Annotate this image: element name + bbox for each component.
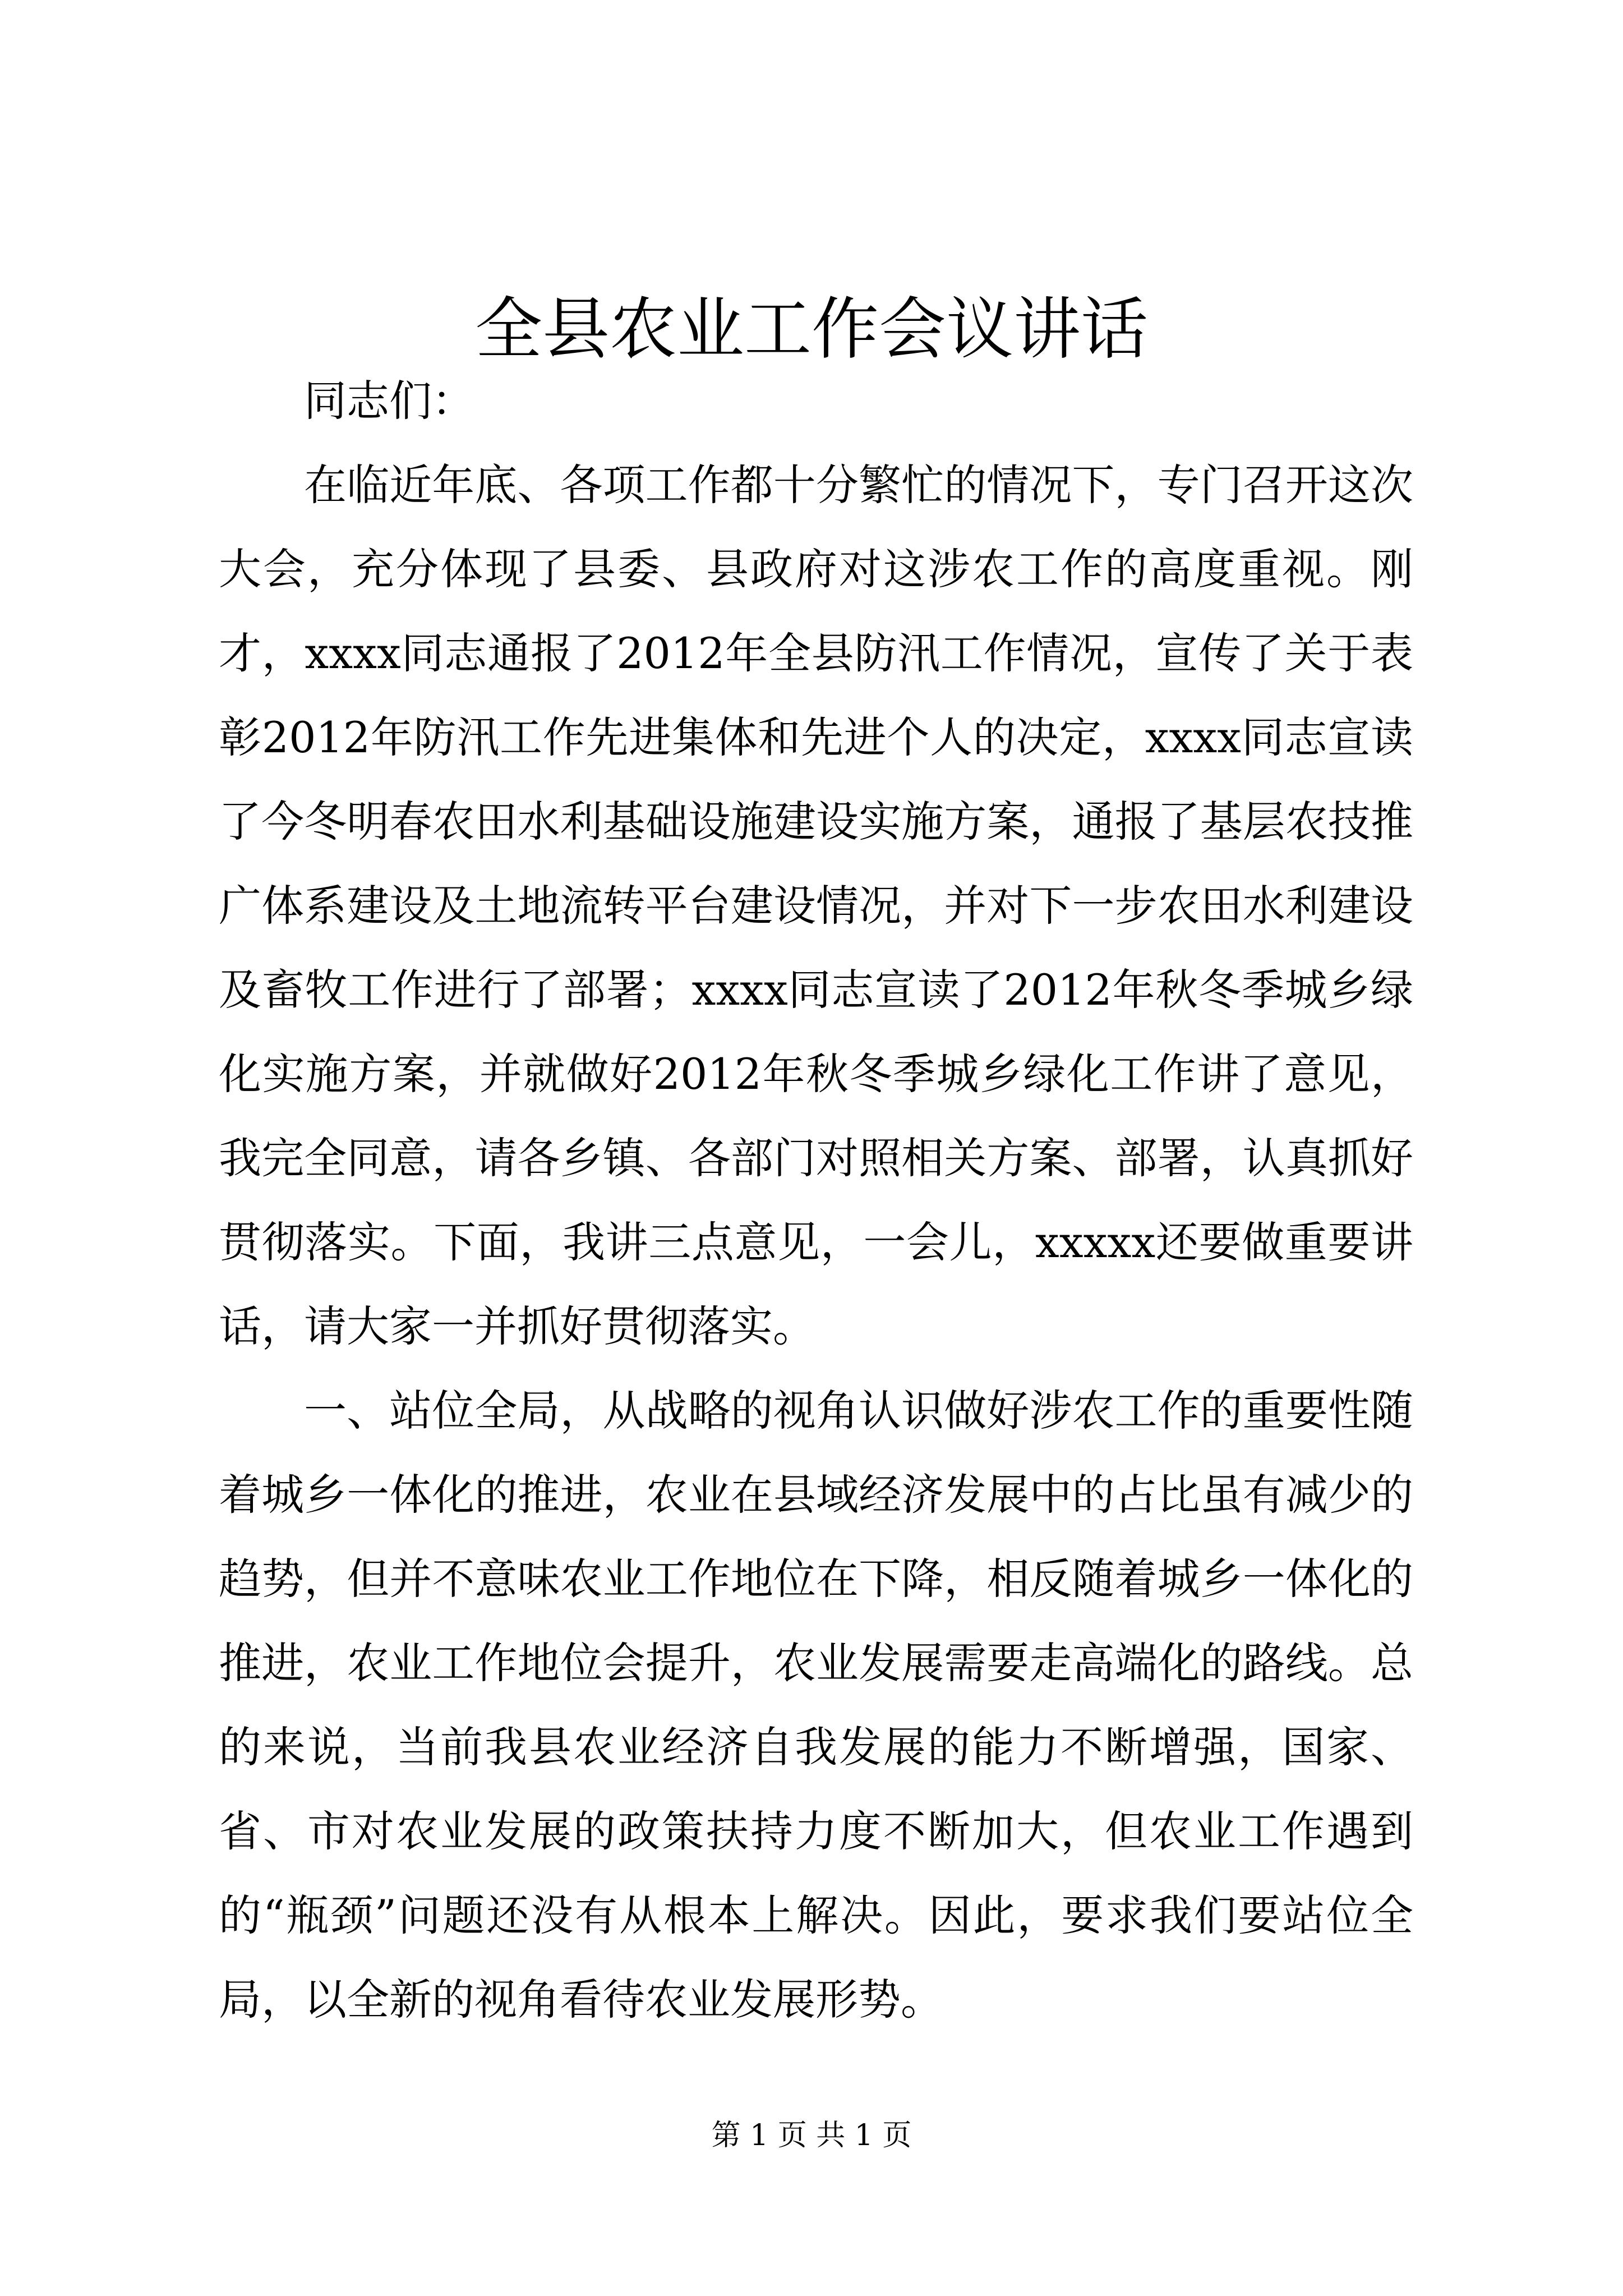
document-title: 全县农业工作会议讲话 bbox=[475, 291, 1148, 369]
paragraph-opening: 在临近年底、各项工作都十分繁忙的情况下，专门召开这次大会，充分体现了县委、县政府对这涉农工作的高度重视。刚才，xxxx同志通报了2012年全县防汛工作情况，宣传了关于表彰2012年防汛工作先进集体和先进个人的决定，xxxx同志宣读了今冬明春农田水利基础设施建设实施方案，通报了基层农技推广体系建设及土地流转平台建设情况，并对下一步农田水利建设及畜牧工作进行了部署；xxxx同志宣读了2012年秋冬季城乡绿化实施方案，并就做好2012年秋冬季城乡绿化工作讲了意见，我完全同意，请各乡镇、各部门对照相关方案、部署，认真抓好贯彻落实。下面，我讲三点意见，一会儿，xxxxx还要做重要讲话，请大家一并抓好贯彻落实。 bbox=[219, 460, 1413, 1351]
page-number-footer: 第 1 页 共 1 页 bbox=[711, 2119, 912, 2152]
document-body bbox=[219, 359, 1413, 2042]
salutation: 同志们： bbox=[304, 376, 474, 426]
paragraph-section-one: 一、站位全局，从战略的视角认识做好涉农工作的重要性随着城乡一体化的推进，农业在县域经济发展中的占比虽有减少的趋势，但并不意味农业工作地位在下降，相反随着城乡一体化的推进，农业工作地位会提升，农业发展需要走高端化的路线。总的来说，当前我县农业经济自我发展的能力不断增强，国家、省、市对农业发展的政策扶持力度不断加大，但农业工作遇到的“瓶颈”问题还没有从根本上解决。因此，要求我们要站位全局，以全新的视角看待农业发展形势。 bbox=[219, 1386, 1413, 2024]
